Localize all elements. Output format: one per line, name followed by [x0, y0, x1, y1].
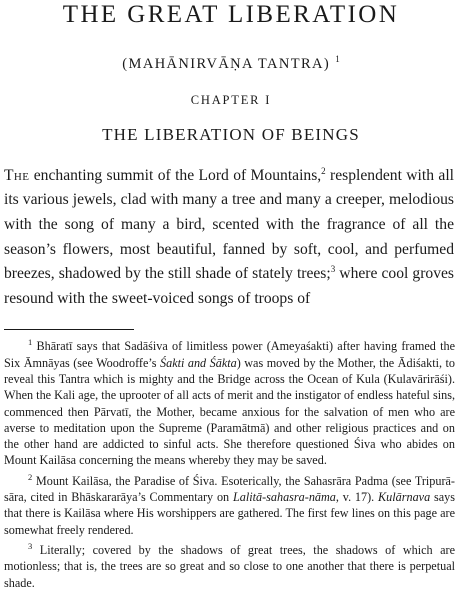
footnote-3 — [4, 542, 455, 591]
footnote-1 — [4, 338, 455, 468]
book-subtitle — [4, 50, 458, 73]
chapter-number: CHAPTER I — [190, 92, 272, 107]
footnote-1-text-b: ) was moved by the Mother, the Ādiśakti, to reveal this Tantra which is mighty and the Bridge across the Ocean of Kula (Kulavārirāśi). When the Kali age, the uprooter of all acts of merit and the instigator of endless hateful sins, commenced then Pārvatī, the Mother, became anxious for the salvation of men who are averse to meditation upon the Supreme (Paramātmā) and other religious practices and on the other hand are addicted to sinful acts. She therefore questioned Śiva who abides on Mount Kailāsa concerning the means whereby they may be saved. — [4, 355, 455, 468]
footnote-ref-2[interactable]: 2 — [321, 165, 326, 176]
book-subtitle-text: (MAHĀNIRVĀṆA TANTRA) — [122, 55, 331, 72]
footnote-2-title-1: Lalitā-sahasra-nāma — [232, 490, 336, 505]
chapter-title: THE LIBERATION OF BEINGS — [102, 124, 360, 144]
footnote-3-number: 3 — [28, 540, 33, 551]
footnotes-section — [4, 338, 458, 590]
footnote-2-number: 2 — [28, 471, 33, 482]
body-text-1: enchanting summit of the Lord of Mountains, — [29, 166, 322, 184]
footnote-2-text-b: , v. 17). — [335, 490, 379, 505]
body-paragraph — [4, 164, 458, 312]
footnote-1-number: 1 — [28, 337, 33, 348]
footnote-ref-3[interactable]: 3 — [330, 264, 336, 275]
footnote-2 — [4, 473, 455, 538]
footnote-1-title: Śakti and Śākta — [160, 355, 237, 370]
body-text-3: where cool groves resound with the sweet-voiced songs of troops of — [4, 265, 454, 307]
footnote-3-text-a: Literally; covered by the shadows of great trees, the shadows of which are motionless; that is, the trees are so great and so close to one another that there is perpetual shade. — [4, 542, 455, 590]
lead-word: The — [4, 166, 30, 184]
book-title: THE GREAT LIBERATION — [62, 1, 400, 28]
footnote-ref-1[interactable]: 1 — [335, 54, 340, 64]
footnote-2-text-c: says that there is Kailāsa where His worshippers are gathered. The first few lines on this page are somewhat freely rendered. — [4, 490, 455, 537]
footnote-1-text-a: Bhāratī says that Sadāśiva of limitless power (Ameyaśakti) after having framed the Six Āmnāyas (see Woodroffe’s — [4, 339, 455, 370]
body-text-2: resplendent with all its various jewels, clad with many a tree and many a creeper, melodious with the song of many a bird, scented with the fragrance of all the season’s flowers, most beautiful, fanned by soft, cool, and perfumed breezes, shadowed by the still shade of stately trees; — [4, 166, 454, 283]
footnote-2-title-2: Kulārnava — [378, 490, 431, 505]
footnote-2-text-a: Mount Kailāsa, the Paradise of Śiva. Esoterically, the Sahasrāra Padma (see Tripurā-sāra, cited in Bhāskararāya’s Commentary on — [4, 473, 455, 505]
footnote-divider — [4, 329, 134, 330]
